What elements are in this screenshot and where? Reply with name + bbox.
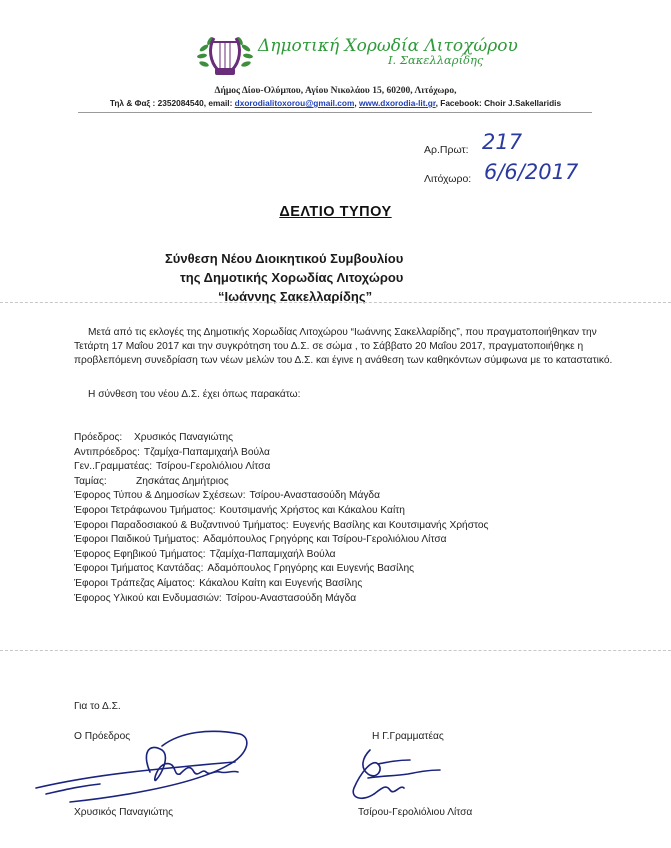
board-role: Έφοροι Τράπεζας Αίματος: [74, 578, 196, 589]
board-role: Έφοροι Παραδοσιακού & Βυζαντινού Τμήματος: [74, 519, 289, 531]
board-member-name: Κουτσιμανής Χρήστος και Κάκαλου Καίτη [219, 505, 405, 516]
board-row [74, 520, 488, 534]
lyre-logo-icon [196, 30, 254, 82]
facebook-name: Choir J.Sakellaridis [484, 98, 562, 108]
header-divider [78, 112, 592, 113]
website-link[interactable]: www.dxorodia-lit.gr [358, 98, 436, 108]
president-name: Χρυσικός Παναγιώτης [74, 807, 174, 818]
board-member-name: Αδαμόπουλος Γρηγόρης και Τσίρου-Γερολιόλιου Λίτσα [203, 534, 447, 546]
board-member-name: Τζαμίχα-Παπαμιχαήλ Βούλα [209, 548, 336, 560]
org-subtitle: Ι. Σακελλαρίδης [388, 53, 484, 67]
board-role: Αντιπρόεδρος: [74, 446, 140, 458]
scan-fold-line [0, 302, 671, 303]
board-row [74, 432, 234, 446]
board-role: Πρόεδρος: [74, 432, 123, 443]
board-role: Ταμίας: [74, 475, 107, 487]
date-value: 6/6/2017 [484, 160, 579, 184]
board-role: Έφοροι Παιδικού Τμήματος: [74, 534, 200, 546]
press-release-title-text: ΔΕΛΤΙΟ ΤΥΠΟΥ [279, 204, 392, 220]
board-row [74, 490, 380, 504]
phone-label: Τηλ & Φαξ : 2352084540, email: [109, 98, 233, 108]
board-member-name: Χρυσικός Παναγιώτης [134, 432, 234, 443]
board-role: Έφορος Υλικού και Ενδυμασιών: [74, 592, 222, 604]
board-member-name: Τσίρου-Αναστασούδη Μάγδα [249, 490, 380, 502]
contact-separator: , [354, 98, 357, 108]
board-intro: Η σύνθεση του νέου Δ.Σ. έχει όπως παρακάτω: [88, 389, 301, 400]
board-row [74, 549, 336, 563]
subject-line-2: της Δημοτικής Χορωδίας Λιτοχώρου [180, 270, 404, 285]
secretary-signature-icon [340, 744, 450, 806]
board-member-name: Ζησκάτας Δημήτριος [136, 475, 229, 487]
president-title: Ο Πρόεδρος [74, 731, 131, 742]
secretary-title: Η Γ.Γραμματέας [372, 731, 444, 742]
board-row [74, 563, 414, 577]
board-member-name: Ευγενής Βασίλης και Κουτσιμανής Χρήστος [292, 519, 489, 531]
secretary-name: Τσίρου-Γερολιόλιου Λίτσα [358, 807, 473, 818]
board-row [74, 475, 229, 490]
board-row [74, 578, 362, 592]
email-link[interactable]: dxorodialitoxorou@gmail.com [234, 98, 355, 108]
board-row [74, 534, 447, 548]
scan-fold-line-lower [0, 650, 671, 651]
subject-line-3: “Ιωάννης Σακελλαρίδης” [218, 289, 373, 304]
subject-line-1: Σύνθεση Νέου Διοικητικού Συμβουλίου [165, 251, 404, 266]
president-signature-icon [30, 724, 260, 812]
board-row [74, 593, 356, 607]
for-board-label: Για το Δ.Σ. [74, 701, 121, 712]
address-line: Δήμος Δίου-Ολύμπου, Αγίου Νικολάου 15, 60200, Λιτόχωρο, [214, 86, 457, 96]
board-member-name: Αδαμόπουλος Γρηγόρης και Ευγενής Βασίλης [207, 563, 415, 575]
facebook-label: , Facebook: [435, 98, 482, 108]
org-name: Δημοτική Χορωδία Λιτοχώρου [258, 36, 518, 56]
letterhead [0, 0, 671, 115]
board-member-name: Τσίρου-Γερολιόλιου Λίτσα [156, 461, 271, 473]
press-release-title [0, 204, 671, 220]
protocol-label: Αρ.Πρωτ: [424, 144, 469, 156]
board-member-name: Κάκαλου Καίτη και Ευγενής Βασίλης [199, 578, 363, 589]
board-role: Έφορος Εφηβικού Τμήματος: [74, 548, 206, 560]
board-member-name: Τσίρου-Αναστασούδη Μάγδα [225, 592, 357, 604]
board-role: Έφοροι Τετράφωνου Τμήματος: [74, 505, 216, 516]
board-row [74, 447, 270, 461]
place-label: Λιτόχωρο: [424, 173, 472, 185]
board-role: Έφοροι Τμήματος Καντάδας: [74, 563, 204, 575]
board-member-name: Τζαμίχα-Παπαμιχαήλ Βούλα [143, 446, 270, 458]
board-row [74, 461, 270, 475]
contact-line [0, 98, 671, 108]
board-row [74, 505, 405, 519]
board-role: Έφορος Τύπου & Δημοσίων Σχέσεων: [74, 490, 246, 502]
board-role: Γεν..Γραμματέας: [74, 461, 153, 473]
body-paragraph: Μετά από τις εκλογές της Δημοτικής Χορωδίας Λιτοχώρου “Ιωάννης Σακελλαρίδης”, που πραγματοποιήθηκαν την Τετάρτη 17 Μαΐου 2017 και την συγκρότηση του Δ.Σ. σε σώμα , το Σάββατο 20 Μαΐου 2017, πραγματοποιήθηκε η προβλεπόμενη συνεδρίαση των νέων μελών του Δ.Σ. και έγινε η ανάθεση των καθηκόντων σύμφωνα με το καταστατικό. [74, 327, 613, 366]
protocol-number: 217 [482, 130, 523, 154]
